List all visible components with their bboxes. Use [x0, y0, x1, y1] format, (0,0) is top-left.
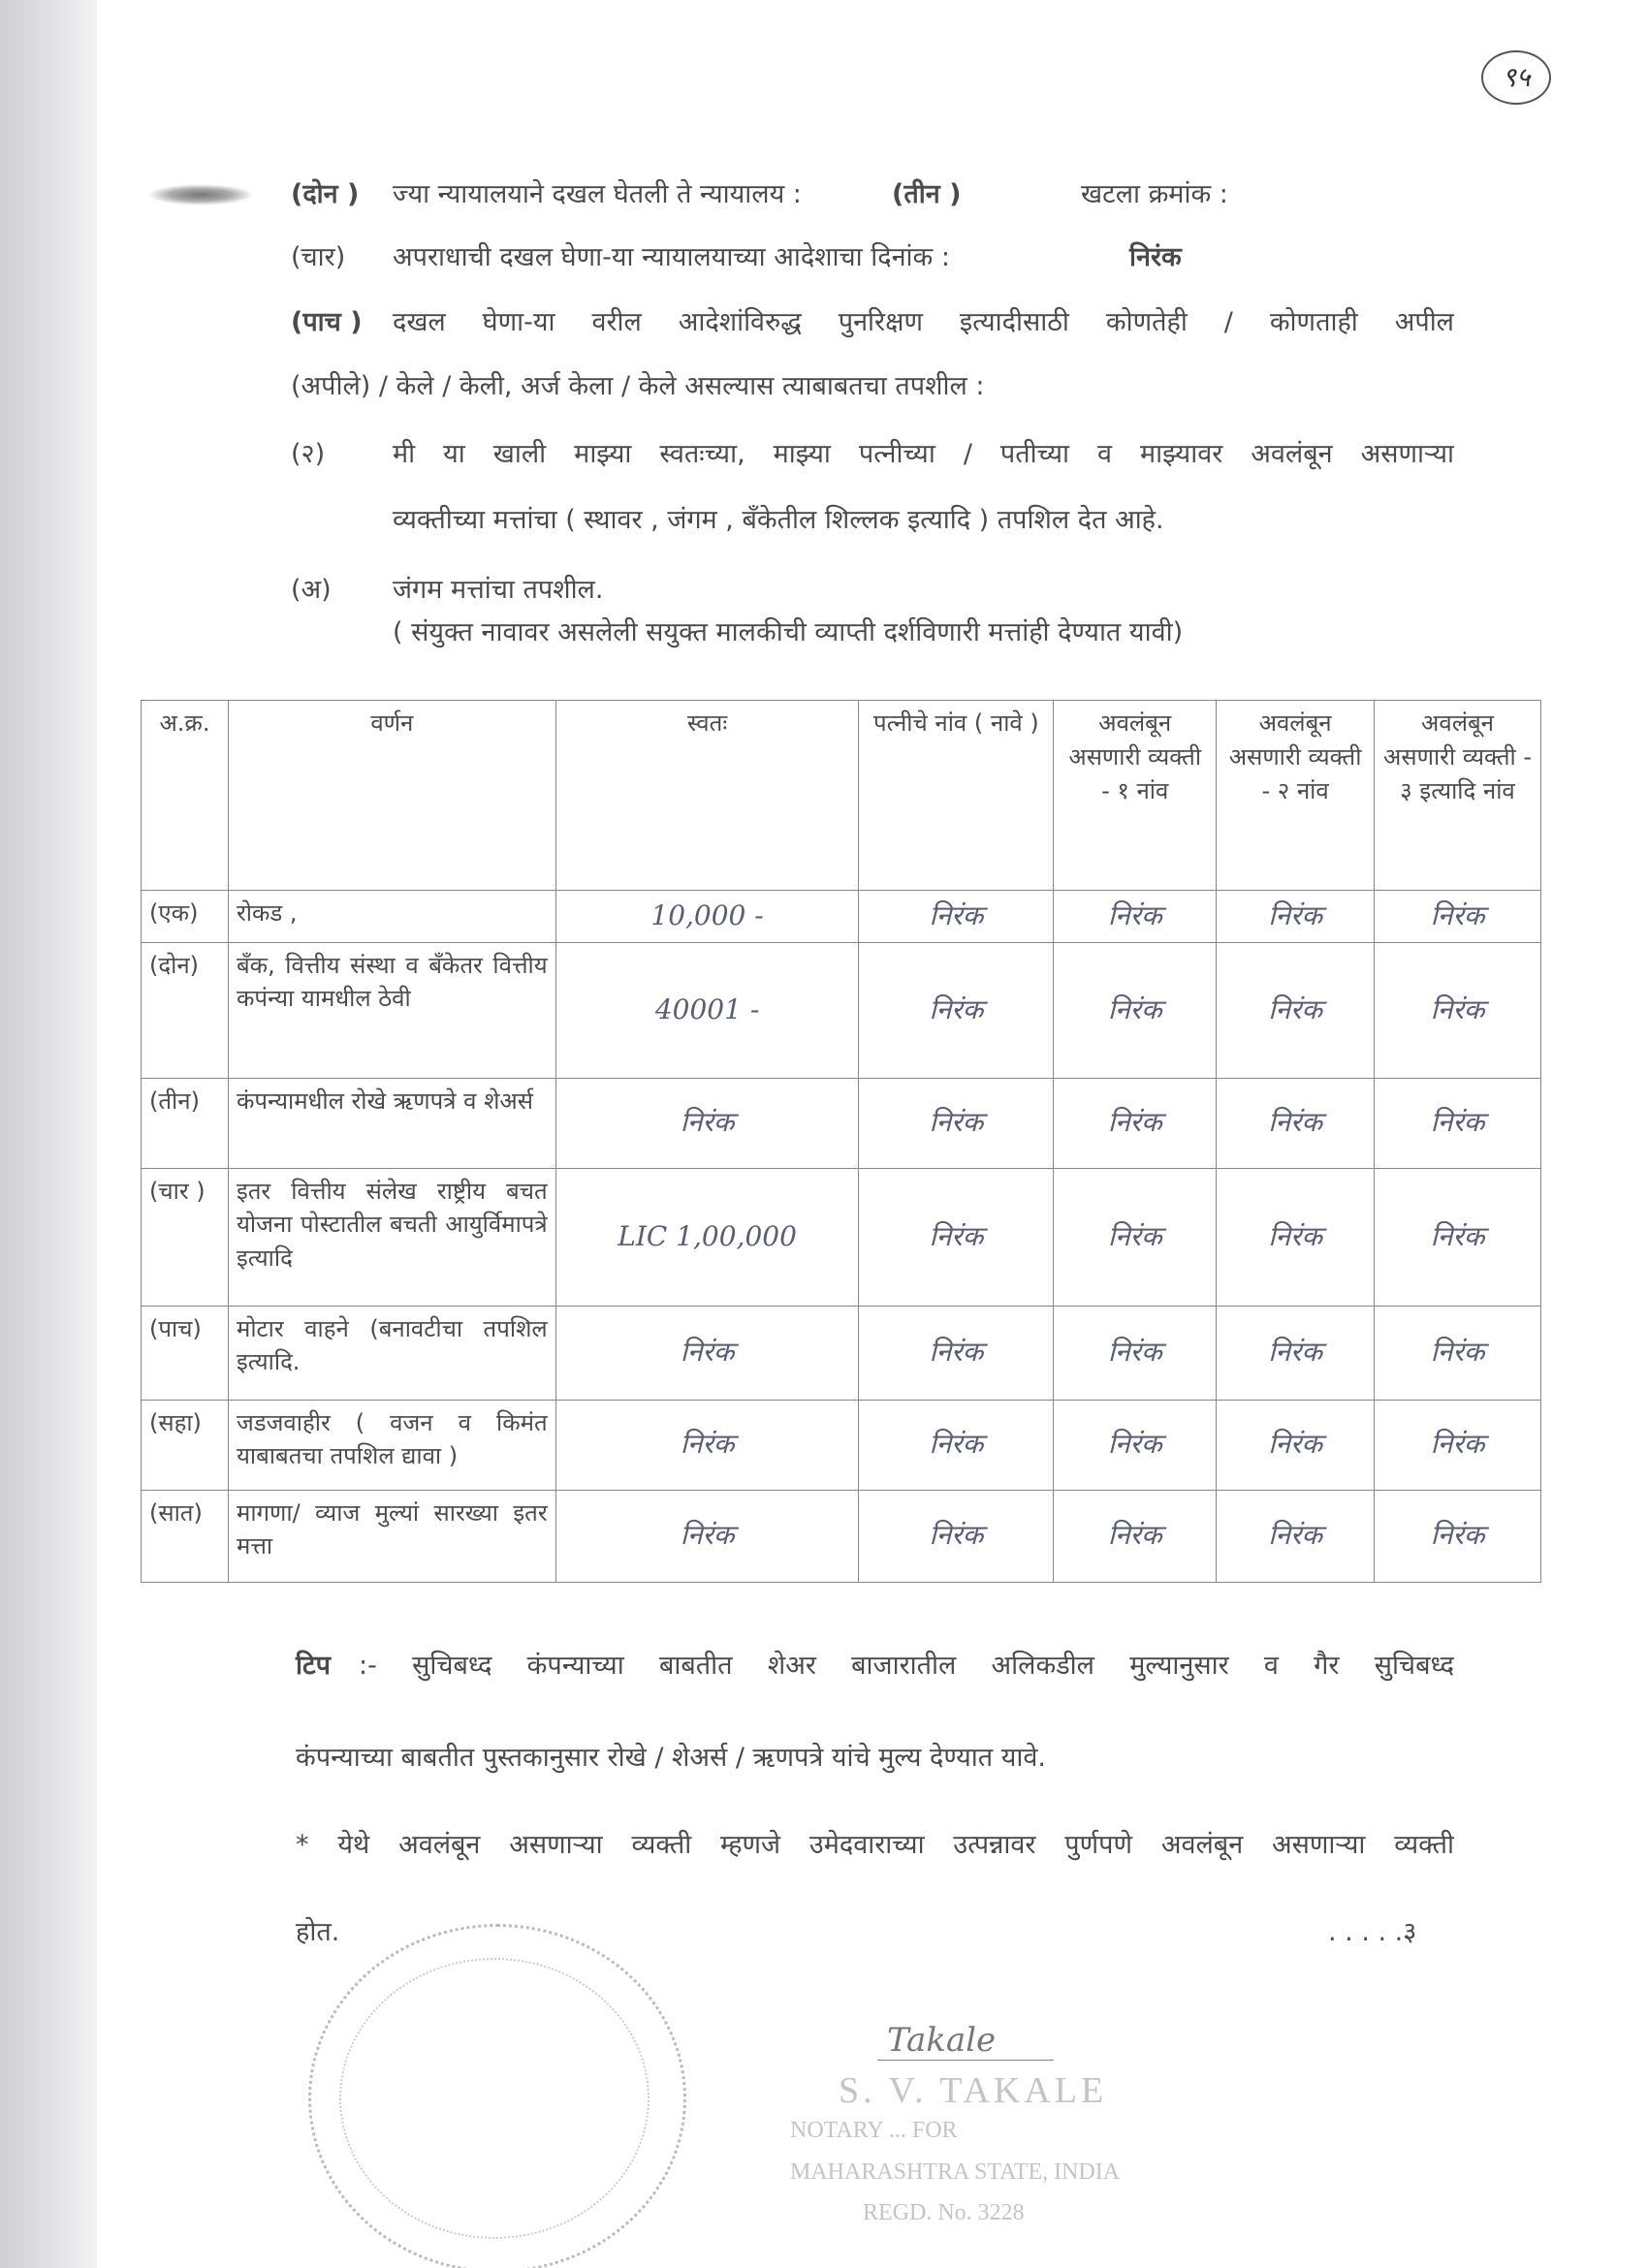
- handwritten-value: निरंक: [1054, 1306, 1217, 1400]
- movable-assets-table: [141, 700, 1541, 1583]
- handwritten-value: LIC 1,00,000: [555, 1168, 859, 1306]
- table-row: [142, 1078, 1541, 1168]
- column-header: अवलंबून असणारी व्यक्ती - १ नांव: [1054, 701, 1217, 891]
- clause-label: (चार): [291, 242, 346, 272]
- handwritten-value: निरंक: [1217, 1078, 1375, 1168]
- page-number: ९५: [1481, 50, 1551, 105]
- ink-mark: [147, 184, 254, 205]
- row-description: जडजवाहीर ( वजन व किमंत याबाबतचा तपशिल द्यावा ): [228, 1400, 555, 1490]
- row-description: इतर वित्तीय संलेख राष्ट्रीय बचत योजना पोस्टातील बचती आयुर्विमापत्रे इत्यादि: [228, 1168, 555, 1306]
- handwritten-value: निरंक: [555, 1400, 859, 1490]
- clause-text: ज्या न्यायालयाने दखल घेतली ते न्यायालय :: [393, 179, 802, 209]
- column-header: स्वतः: [555, 701, 859, 891]
- handwritten-value: निरंक: [1054, 1078, 1217, 1168]
- handwritten-value: निरंक: [1375, 1400, 1541, 1490]
- clause-text: व्यक्तीच्या मत्तांचा ( स्थावर , जंगम , बँकेतील शिल्लक इत्यादि ) तपशिल देत आहे.: [393, 505, 1164, 535]
- row-number: (सहा): [142, 1400, 229, 1490]
- handwritten-value: निरंक: [859, 1306, 1054, 1400]
- row-description: कंपन्यामधील रोखे ऋणपत्रे व शेअर्स: [228, 1078, 555, 1168]
- column-header: वर्णन: [228, 701, 555, 891]
- table-row: [142, 1306, 1541, 1400]
- column-header: अवलंबून असणारी व्यक्ती - २ नांव: [1217, 701, 1375, 891]
- clause-text: दखल घेणा-या वरील आदेशांविरुद्ध पुनरिक्षण इत्यादीसाठी कोणतेही / कोणताही अपील: [393, 307, 1454, 337]
- row-number: (दोन): [142, 942, 229, 1078]
- handwritten-value: निरंक: [1375, 1490, 1541, 1582]
- handwritten-value: निरंक: [1375, 1078, 1541, 1168]
- note-text: कंपन्याच्या बाबतीत पुस्तकानुसार रोखे / शेअर्स / ऋणपत्रे यांचे मुल्य देण्यात यावे.: [296, 1743, 1047, 1773]
- handwritten-value: निरंक: [1375, 942, 1541, 1078]
- table-row: [142, 1168, 1541, 1306]
- table-row: [142, 1400, 1541, 1490]
- handwritten-value: निरंक: [1375, 891, 1541, 943]
- clause-label: (तीन ): [892, 179, 962, 209]
- handwritten-value: निरंक: [1054, 1400, 1217, 1490]
- handwritten-value: निरंक: [859, 1078, 1054, 1168]
- row-number: (सात): [142, 1490, 229, 1582]
- row-description: मागणा/ व्याज मुल्यां सारख्या इतर मत्ता: [228, 1490, 555, 1582]
- handwritten-value: निरंक: [1054, 891, 1217, 943]
- clause-text: ( संयुक्त नावावर असलेली सयुक्त मालकीची व्याप्ती दर्शविणारी मत्तांही देण्यात यावी): [393, 617, 1184, 647]
- table-row: [142, 1490, 1541, 1582]
- notary-title: NOTARY ... FOR: [790, 2118, 958, 2143]
- handwritten-value: निरंक: [1217, 1306, 1375, 1400]
- clause-text: अपराधाची दखल घेणा-या न्यायालयाच्या आदेशाचा दिनांक :: [393, 242, 950, 272]
- clause-text: जंगम मत्तांचा तपशील.: [393, 575, 604, 605]
- handwritten-value: निरंक: [555, 1306, 859, 1400]
- notary-seal-inner-ring: [339, 1958, 650, 2239]
- row-description: रोकड ,: [228, 891, 555, 943]
- handwritten-value: निरंक: [1217, 1400, 1375, 1490]
- handwritten-value: निरंक: [555, 1490, 859, 1582]
- handwritten-value: निरंक: [1054, 1490, 1217, 1582]
- notary-reg-no: REGD. No. 3228: [863, 2200, 1025, 2225]
- row-number: (तीन): [142, 1078, 229, 1168]
- row-number: (चार ): [142, 1168, 229, 1306]
- handwritten-value: निरंक: [1375, 1306, 1541, 1400]
- clause-label: (दोन ): [291, 179, 360, 209]
- row-description: मोटार वाहने (बनावटीचा तपशिल इत्यादि.: [228, 1306, 555, 1400]
- note-text: :- सुचिबध्द कंपन्याच्या बाबतीत शेअर बाजारातील अलिकडील मुल्यानुसार व गैर सुचिबध्द: [359, 1651, 1454, 1681]
- handwritten-value: निरंक: [1375, 1168, 1541, 1306]
- clause-text: मी या खाली माझ्या स्वतःच्या, माझ्या पत्नीच्या / पतीच्या व माझ्यावर अवलंबून असणाऱ्या: [393, 439, 1454, 469]
- table-row: [142, 942, 1541, 1078]
- handwritten-value: 10,000 -: [555, 891, 859, 943]
- handwritten-value: निरंक: [1217, 942, 1375, 1078]
- notary-name: S. V. TAKALE: [839, 2070, 1108, 2111]
- continued-marker: . . . . .३: [1328, 1917, 1417, 1947]
- row-description: बँक, वित्तीय संस्था व बँकेतर वित्तीय कपंन्या यामधील ठेवी: [228, 942, 555, 1078]
- clause-text: (अपीले) / केले / केली, अर्ज केला / केले असल्यास त्याबाबतचा तपशील :: [291, 371, 985, 401]
- note-text: होत.: [296, 1917, 340, 1947]
- notary-state: MAHARASHTRA STATE, INDIA: [790, 2159, 1121, 2185]
- handwritten-value: निरंक: [859, 891, 1054, 943]
- row-number: (एक): [142, 891, 229, 943]
- handwritten-value: 40001 -: [555, 942, 859, 1078]
- note-text: * येथे अवलंबून असणाऱ्या व्यक्ती म्हणजे उमेदवाराच्या उत्पन्नावर पुर्णपणे अवलंबून असणाऱ्या व्यक्ती: [296, 1830, 1454, 1860]
- note-label: टिप: [296, 1651, 331, 1681]
- clause-label: (पाच ): [291, 307, 363, 337]
- column-header: अवलंबून असणारी व्यक्ती - ३ इत्यादि नांव: [1375, 701, 1541, 891]
- handwritten-value: निरंक: [1217, 891, 1375, 943]
- handwritten-value: निरंक: [555, 1078, 859, 1168]
- handwritten-value: निरंक: [1054, 1168, 1217, 1306]
- handwritten-value: निरंक: [859, 1400, 1054, 1490]
- handwritten-value: निरंक: [859, 1168, 1054, 1306]
- page-binding-edge: [0, 0, 97, 2268]
- handwritten-value: निरंक: [859, 1490, 1054, 1582]
- handwritten-value: निरंक: [1217, 1168, 1375, 1306]
- clause-value: निरंक: [1129, 242, 1182, 272]
- column-header: पत्नीचे नांव ( नावे ): [859, 701, 1054, 891]
- column-header: अ.क्र.: [142, 701, 229, 891]
- handwritten-value: निरंक: [1054, 942, 1217, 1078]
- table-row: [142, 891, 1541, 943]
- clause-label: (२): [291, 439, 326, 469]
- row-number: (पाच): [142, 1306, 229, 1400]
- signature: Takale: [877, 2021, 1054, 2061]
- clause-text: खटला क्रमांक :: [1081, 179, 1228, 209]
- handwritten-value: निरंक: [859, 942, 1054, 1078]
- clause-label: (अ): [291, 575, 332, 605]
- handwritten-value: निरंक: [1217, 1490, 1375, 1582]
